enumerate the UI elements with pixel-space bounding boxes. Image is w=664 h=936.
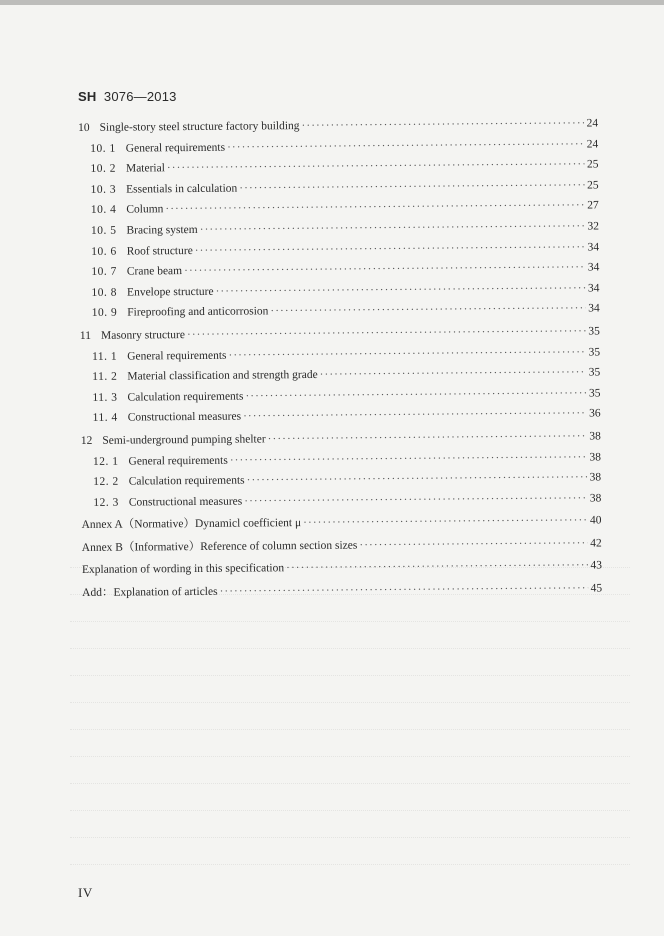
toc-entry-number: 12. 2 <box>93 475 119 488</box>
toc-entry-title: General requirements <box>125 141 226 155</box>
toc-entry-page: 35 <box>588 345 601 359</box>
toc-entry-number: 10. 1 <box>90 142 116 155</box>
toc-entry-number: 11. 1 <box>92 350 118 363</box>
toc-entry-title: Bracing system <box>126 223 198 237</box>
toc-entry-page: 35 <box>588 387 601 400</box>
toc-entry-number: 12 <box>80 434 93 447</box>
toc-entry-page: 35 <box>588 325 600 338</box>
toc-entry-title: Explanation of wording in this specification <box>81 562 285 577</box>
toc-entry <box>82 533 602 558</box>
dot-leader <box>303 511 588 534</box>
toc-entry-title: Material <box>125 162 165 175</box>
toc-entry-number: 10. 4 <box>90 204 117 217</box>
toc-entry-title: Material classification and strength grade <box>127 369 318 383</box>
toc-entry-page: 38 <box>589 430 601 443</box>
toc-entry-number: 10. 8 <box>91 286 118 299</box>
toc-entry <box>81 511 601 536</box>
toc-entry-number: 10. 5 <box>90 224 117 237</box>
toc-entry-number: 12. 1 <box>92 455 119 468</box>
dot-leader <box>245 383 586 407</box>
toc-entry-title: Constructional measures <box>128 495 243 509</box>
toc-entry-number: 10 <box>78 121 90 134</box>
toc-entry-page: 27 <box>587 199 599 212</box>
toc-entry-page: 38 <box>589 471 602 484</box>
toc-entry-title: Roof structure <box>126 244 193 258</box>
toc-entry-page: 34 <box>587 241 600 254</box>
table-of-contents <box>78 113 602 603</box>
toc-entry-title: Calculation requirements <box>128 474 245 488</box>
toc-entry-page: 36 <box>589 407 601 420</box>
toc-entry-page: 43 <box>590 559 602 573</box>
toc-entry <box>81 488 601 513</box>
toc-entry-number: 10. 6 <box>91 245 117 258</box>
toc-entry-title: General requirements <box>128 454 228 468</box>
toc-entry-page: 40 <box>589 514 602 527</box>
toc-entry-page: 38 <box>589 492 602 505</box>
toc-entry-page: 34 <box>588 302 600 315</box>
toc-entry-page: 42 <box>590 537 602 550</box>
toc-entry <box>80 299 600 324</box>
toc-entry-number: 11. 4 <box>92 411 118 425</box>
dot-leader <box>244 488 587 512</box>
toc-entry <box>81 404 601 429</box>
toc-entry-title: Column <box>126 203 164 216</box>
toc-entry-title: Single-story steel structure factory building <box>99 120 300 134</box>
dot-leader <box>268 426 587 449</box>
toc-entry-title: Essentials in calculation <box>126 182 238 196</box>
toc-entry-page: 34 <box>587 282 600 295</box>
toc-entry-number: 12. 3 <box>93 496 119 509</box>
toc-entry-title: Annex B（Informative）Reference of column section sizes <box>81 539 358 554</box>
toc-entry-title: Calculation requirements <box>127 390 244 404</box>
toc-entry-page: 38 <box>589 450 602 464</box>
toc-entry-page: 34 <box>587 261 600 274</box>
standard-number: 3076—2013 <box>103 89 177 104</box>
toc-entry-number: 10. 7 <box>91 265 117 279</box>
toc-entry-number: 11 <box>79 329 92 342</box>
toc-entry-page: 35 <box>588 366 601 379</box>
toc-entry-page: 24 <box>586 138 599 151</box>
toc-entry-page: 25 <box>587 179 599 192</box>
toc-entry-page: 25 <box>586 158 599 171</box>
dot-leader <box>270 299 585 322</box>
dot-leader <box>247 468 588 492</box>
toc-entry-title: Envelope structure <box>126 285 214 299</box>
toc-entry <box>82 579 602 604</box>
toc-entry-title: Constructional measures <box>127 410 242 424</box>
dot-leader <box>219 579 588 603</box>
toc-entry-number: 10. 3 <box>90 183 117 196</box>
dot-leader <box>243 404 587 428</box>
toc-entry-page: 32 <box>587 220 600 233</box>
toc-entry-title: Fireproofing and anticorrosion <box>127 305 269 319</box>
standard-code: SH <box>78 89 97 104</box>
toc-entry-number: 11. 3 <box>92 391 118 404</box>
toc-entry-number: 10. 9 <box>91 307 118 320</box>
toc-entry-title: Add：Explanation of articles <box>82 585 218 600</box>
dot-leader <box>320 363 587 386</box>
dot-leader <box>301 114 584 137</box>
dot-leader <box>359 533 588 556</box>
toc-entry-page: 45 <box>590 582 603 595</box>
page-number: IV <box>78 885 93 900</box>
toc-entry-number: 11. 2 <box>92 370 118 384</box>
toc-entry-title: Masonry structure <box>100 329 186 342</box>
toc-entry-page: 24 <box>586 117 599 130</box>
toc-entry-title: General requirements <box>127 349 227 363</box>
toc-entry-title: Annex A（Normative）Dynamicl coefficient μ <box>81 517 302 532</box>
toc-entry-title: Semi-underground pumping shelter <box>102 433 266 447</box>
page-header <box>78 89 177 105</box>
toc-entry-title: Crane beam <box>126 265 183 278</box>
dot-leader <box>286 556 588 579</box>
toc-entry <box>82 556 602 581</box>
toc-entry-number: 10. 2 <box>90 162 116 176</box>
